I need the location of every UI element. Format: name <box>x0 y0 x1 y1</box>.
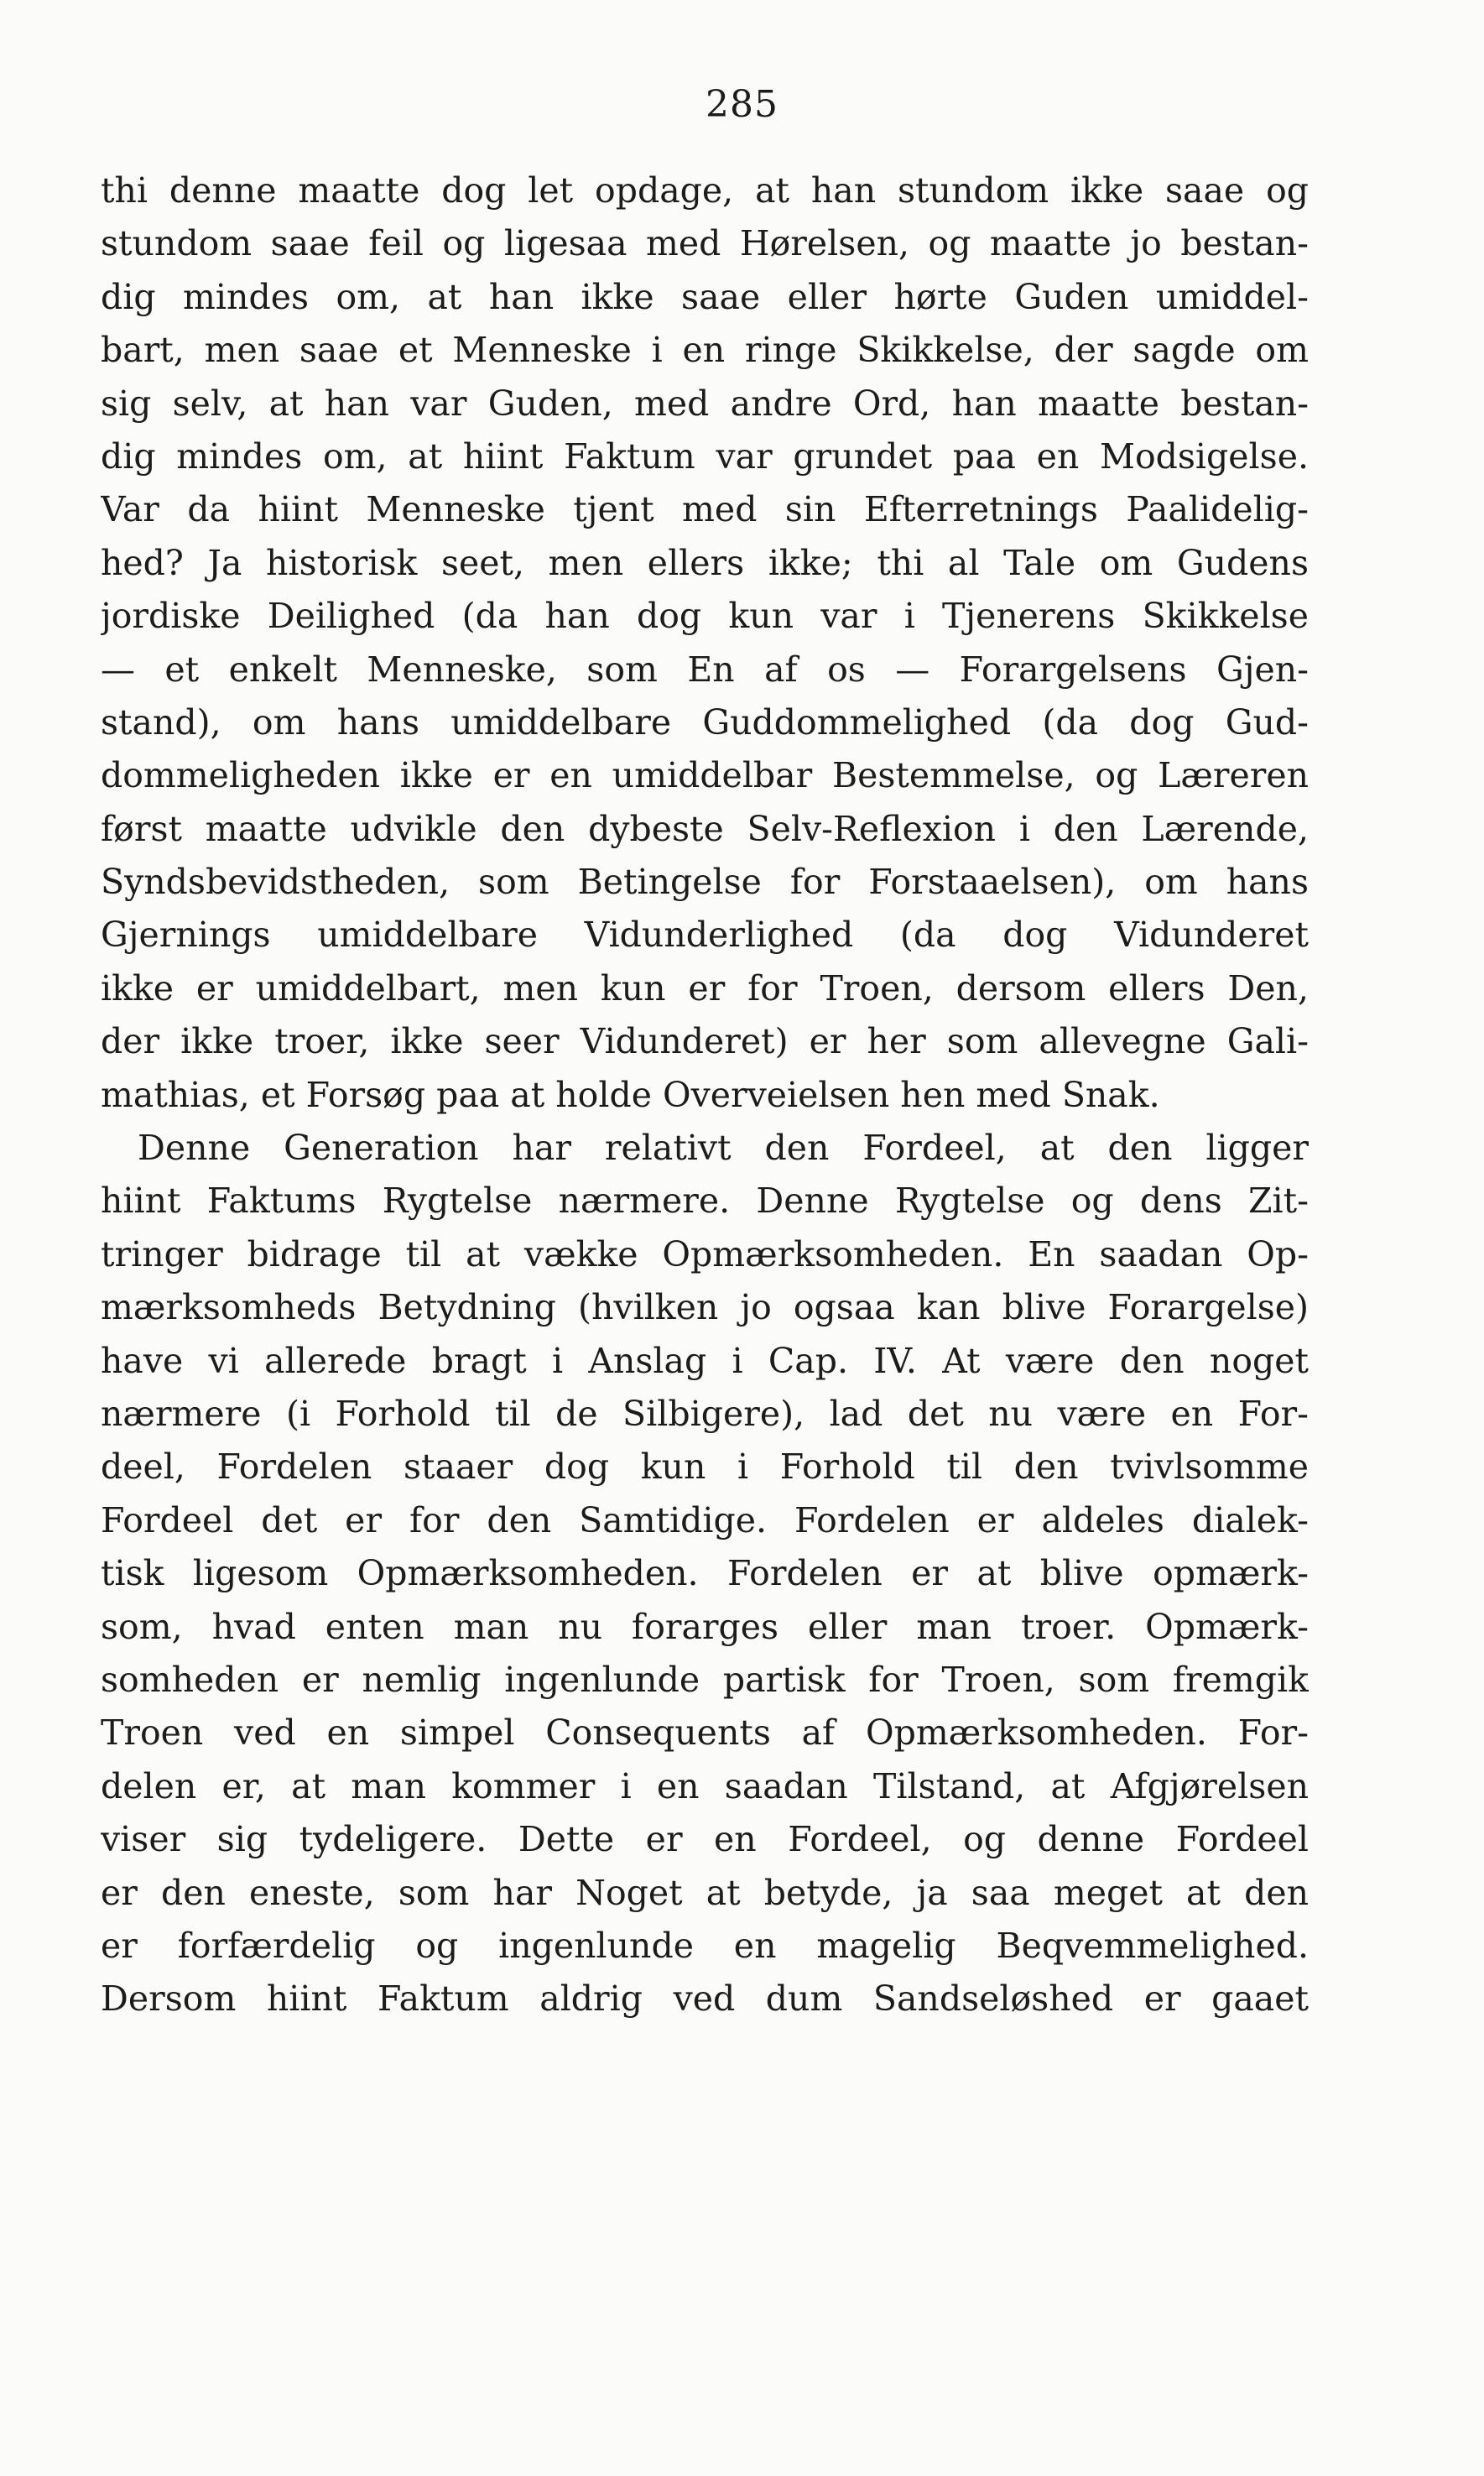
text-line: først maatte udvikle den dybeste Selv-Reflexion i den Lærende, <box>101 808 1309 849</box>
text-line: tisk ligesom Opmærksomheden. Fordelen er at blive opmærk- <box>101 1553 1309 1594</box>
text-line: hiint Faktums Rygtelse nærmere. Denne Rygtelse og dens Zit- <box>101 1181 1309 1222</box>
text-line: thi denne maatte dog let opdage, at han stundom ikke saae og <box>101 170 1309 211</box>
text-line: dommeligheden ikke er en umiddelbar Bestemmelse, og Læreren <box>101 755 1309 796</box>
text-line: tringer bidrage til at vække Opmærksomheden. En saadan Op- <box>101 1233 1309 1274</box>
text-line: er forfærdelig og ingenlunde en magelig Beqvemmelighed. <box>101 1925 1309 1966</box>
body-text <box>101 164 1309 2026</box>
text-line: deel, Fordelen staaer dog kun i Forhold til den tvivlsomme <box>101 1447 1309 1488</box>
text-line: stundom saae feil og ligesaa med Hørelsen, og maatte jo bestan- <box>101 223 1309 264</box>
page-number: 285 <box>706 83 778 126</box>
text-line: have vi allerede bragt i Anslag i Cap. IV. At være den noget <box>101 1340 1309 1381</box>
text-line: dig mindes om, at hiint Faktum var grundet paa en Modsigelse. <box>101 435 1309 477</box>
text-line: dig mindes om, at han ikke saae eller hørte Guden umiddel- <box>101 276 1309 317</box>
text-line: mathias, et Forsøg paa at holde Overveielsen hen med Snak. <box>101 1074 1160 1115</box>
text-line: viser sig tydeligere. Dette er en Fordeel, og denne Fordeel <box>101 1819 1309 1860</box>
text-line: hed? Ja historisk seet, men ellers ikke; thi al Tale om Gudens <box>101 542 1309 583</box>
text-line: ikke er umiddelbart, men kun er for Troen, dersom ellers Den, <box>101 967 1309 1009</box>
text-line: Troen ved en simpel Consequents af Opmærksomheden. For- <box>101 1712 1309 1754</box>
text-line-paragraph-start: Denne Generation har relativt den Fordeel, at den ligger <box>138 1128 1309 1169</box>
text-line: der ikke troer, ikke seer Vidunderet) er her som allevegne Gali- <box>101 1021 1309 1062</box>
text-line: sig selv, at han var Guden, med andre Ord, han maatte bestan- <box>101 383 1309 424</box>
text-line: som, hvad enten man nu forarges eller man troer. Opmærk- <box>101 1606 1309 1647</box>
text-line: Fordeel det er for den Samtidige. Fordelen er aldeles dialek- <box>101 1499 1309 1540</box>
text-line: mærksomheds Betydning (hvilken jo ogsaa kan blive Forargelse) <box>101 1287 1309 1328</box>
text-line: nærmere (i Forhold til de Silbigere), lad det nu være en For- <box>101 1393 1309 1434</box>
text-line: Dersom hiint Faktum aldrig ved dum Sandseløshed er gaaet <box>101 1978 1309 2020</box>
text-line: somheden er nemlig ingenlunde partisk for Troen, som fremgik <box>101 1659 1309 1700</box>
text-line: Var da hiint Menneske tjent med sin Efterretnings Paalidelig- <box>101 489 1309 530</box>
text-line: delen er, at man kommer i en saadan Tilstand, at Afgjørelsen <box>101 1765 1309 1806</box>
text-line: — et enkelt Menneske, som En af os — Forargelsens Gjen- <box>101 649 1309 690</box>
text-line: bart, men saae et Menneske i en ringe Skikkelse, der sagde om <box>101 330 1309 371</box>
text-line: Syndsbevidstheden, som Betingelse for Forstaaelsen), om hans <box>101 862 1309 903</box>
text-line: stand), om hans umiddelbare Guddommelighed (da dog Gud- <box>101 701 1309 743</box>
text-line: er den eneste, som har Noget at betyde, ja saa meget at den <box>101 1872 1309 1913</box>
text-line: jordiske Deilighed (da han dog kun var i Tjenerens Skikkelse <box>101 596 1309 637</box>
text-line: Gjernings umiddelbare Vidunderlighed (da dog Vidunderet <box>101 915 1309 956</box>
